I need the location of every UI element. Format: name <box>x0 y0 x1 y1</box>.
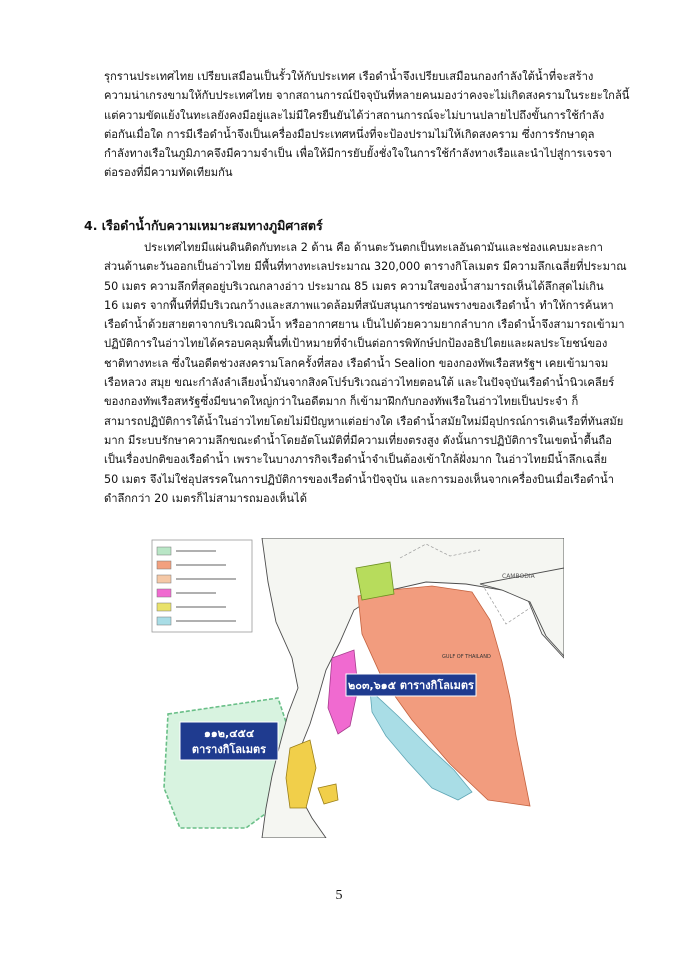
area-label-west <box>180 722 278 760</box>
map-legend <box>152 540 252 632</box>
page-number: 5 <box>335 888 343 903</box>
legend-swatch <box>157 617 171 625</box>
svg-text:ตารางกิโลเมตร: ตารางกิโลเมตร <box>191 743 267 756</box>
place-label-cambodia: CAMBODIA <box>502 573 535 580</box>
legend-swatch <box>157 589 171 597</box>
legend-swatch <box>157 547 171 555</box>
paragraph-geography <box>104 238 630 508</box>
text-line: มาก มีระบบรักษาความลึกขณะดำน้ำโดยอัตโนมัติที่มีความเที่ยงตรงสูง ดังนั้นการปฏิบัติการในเขตน้ำตื้นถือ <box>104 433 612 447</box>
upper-green-zone <box>356 562 394 600</box>
text-line: ของกองทัพเรือสหรัฐซึ่งมีขนาดใหญ่กว่าในอดีตมาก ก็เข้ามาฝึกกับกองทัพเรือในอ่าวไทยเป็นประจำ ก็ <box>104 395 579 409</box>
paragraph-geopolitics <box>104 67 630 183</box>
text-line: เรือหลวง สมุย ขณะกำลังลำเลียงน้ำมันจากสิงคโปร์บริเวณอ่าวไทยตอนใต้ และในปัจจุบันเรือดำน้ำนิวเคลียร์ <box>104 376 615 390</box>
text-line: เป็นเรื่องปกติของเรือดำน้ำ เพราะในบางภารกิจเรือดำน้ำจำเป็นต้องเข้าใกล้ฝั่งมาก ในอ่าวไทยมีน้ำลึกเฉลี่ย <box>104 453 608 467</box>
legend-swatch <box>157 575 171 583</box>
text-line: กำลังทางเรือในภูมิภาคจึงมีความจำเป็น เพื่อให้มีการยับยั้งชั่งใจในการใช้กำลังทางเรือและนำไปสู่การเจรจา <box>104 147 612 161</box>
text-line: 16 เมตร จากพื้นที่ที่มีบริเวณกว้างและสภาพแวดล้อมที่สนับสนุนการซ่อนพรางของเรือดำน้ำ ทำให้การค้นหา <box>104 298 614 312</box>
area-label-east <box>346 674 476 696</box>
text-line: แต่ความขัดแย้งในทะเลยังคงมีอยู่และไม่มีใครยืนยันได้ว่าสถานการณ์จะไม่บานปลายไปถึงขั้นการใช้กำลัง <box>104 108 605 122</box>
text-line: ประเทศไทยมีแผ่นดินติดกับทะเล 2 ด้าน คือ ด้านตะวันตกเป็นทะเลอันดามันและช่องแคบมะละกา <box>144 241 603 254</box>
text-line: รุกรานประเทศไทย เปรียบเสมือนเป็นรั้วให้กับประเทศ เรือดำน้ำจึงเปรียบเสมือนกองกำลังใต้น้ำที่จะสร้าง <box>104 70 594 83</box>
text-line: เรือดำน้ำด้วยสายตาจากบริเวณผิวน้ำ หรืออากาศยาน เป็นไปด้วยความยากลำบาก เรือดำน้ำจึงสามารถเข้ามา <box>104 318 625 332</box>
text-line: ส่วนด้านตะวันออกเป็นอ่าวไทย มีพื้นที่ทางทะเลประมาณ 320,000 ตารางกิโลเมตร มีความลึกเฉลี่ยที่ประมาณ <box>104 260 627 274</box>
text-line: ดำลึกกว่า 20 เมตรก็ไม่สามารถมองเห็นได้ <box>104 491 307 505</box>
section-heading: 4. เรือดำน้ำกับความเหมาะสมทางภูมิศาสตร์ <box>84 218 323 233</box>
text-line: ต่อรองที่มีความทัดเทียมกัน <box>104 166 233 180</box>
text-line: ต่อกันเมื่อใด การมีเรือดำน้ำจึงเป็นเครื่องมือประเทศหนึ่งที่จะป้องปรามไม่ให้เกิดสงคราม ซึ่งการรักษาดุล <box>104 127 595 141</box>
text-line: สามารถปฏิบัติการใต้น้ำในอ่าวไทยโดยไม่มีปัญหาแต่อย่างใด เรือดำน้ำสมัยใหม่มีอุปกรณ์การเดินเรือที่ทันสมัย <box>104 414 624 428</box>
text-line: 50 เมตร ความลึกที่สุดอยู่บริเวณกลางอ่าว ประมาณ 85 เมตร ความใสของน้ำสามารถเห็นได้ลึกสุดไม่เกิน <box>104 279 604 293</box>
place-label-gulf: GULF OF THAILAND <box>442 654 491 660</box>
text-line: 50 เมตร จึงไม่ใช่อุปสรรคในการปฏิบัติการของเรือดำน้ำปัจจุบัน และการมองเห็นจากเครื่องบินเมื่อเรือดำน้ำ <box>104 472 614 486</box>
legend-swatch <box>157 561 171 569</box>
text-line: ชาติทางทะเล ซึ่งในอดีตช่วงสงครามโลกครั้งที่สอง เรือดำน้ำ Sealion ของกองทัพเรือสหรัฐฯ เคยเข้ามาจม <box>104 356 609 370</box>
svg-text:๒๐๓,๖๑๕ ตารางกิโลเมตร: ๒๐๓,๖๑๕ ตารางกิโลเมตร <box>348 679 474 692</box>
text-line: ปฏิบัติการในอ่าวไทยได้ครอบคลุมพื้นที่เป้าหมายที่จำเป็นต่อการพิทักษ์ปกป้องอธิปไตยและผลประโยชน์ของ <box>104 337 608 351</box>
svg-text:๑๑๒,๔๕๔: ๑๑๒,๔๕๔ <box>203 727 255 740</box>
legend-swatch <box>157 603 171 611</box>
maritime-zone-map <box>150 538 564 838</box>
text-line: ความน่าเกรงขามให้กับประเทศไทย จากสถานการณ์ปัจจุบันที่หลายคนมองว่าคงจะไม่เกิดสงครามในระยะใกล้นี้ <box>104 89 630 103</box>
